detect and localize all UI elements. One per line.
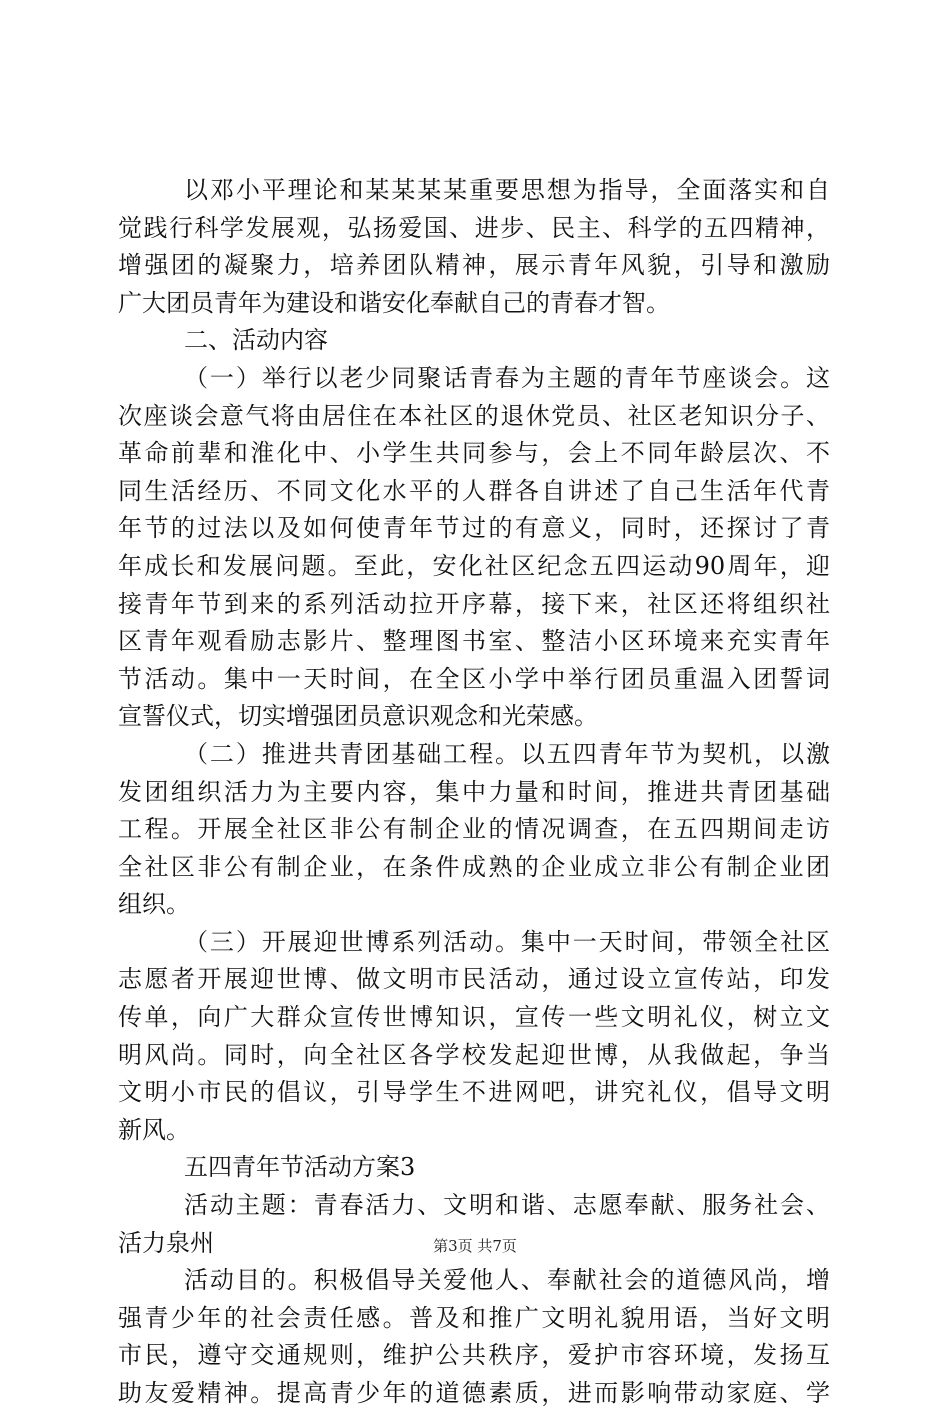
text-line: 强青少年的社会责任感。普及和推广文明礼貌用语，当好文明 [118,1303,830,1332]
text-line: 活力泉州 [118,1228,214,1257]
text-line: 活动目的。积极倡导关爱他人、奉献社会的道德风尚，增 [184,1266,830,1295]
text-line: 志愿者开展迎世博、做文明市民活动，通过设立宣传站，印发 [118,965,830,994]
text-line: 以邓小平理论和某某某某重要思想为指导，全面落实和自 [184,176,830,204]
text-line: 二、活动内容 [184,326,328,355]
text-line: 组织。 [118,890,190,919]
text-line: 同生活经历、不同文化水平的人群各自讲述了自己生活年代青 [118,476,830,505]
page-number-footer: 第3页 共7页 [433,1237,517,1255]
text-line: 区青年观看励志影片、整理图书室、整洁小区环境来充实青年 [118,627,830,656]
text-line: 文明小市民的倡议，引导学生不进网吧，讲究礼仪，倡导文明 [118,1078,830,1107]
text-line: （二）推进共青团基础工程。以五四青年节为契机，以激 [184,739,830,768]
text-line: 发团组织活力为主要内容，集中力量和时间，推进共青团基础 [118,777,830,806]
text-line: （三）开展迎世博系列活动。集中一天时间，带领全社区 [184,927,830,956]
text-line: 次座谈会意气将由居住在本社区的退休党员、社区老知识分子、 [118,401,830,430]
text-line: 五四青年节活动方案3 [184,1153,416,1182]
text-line: （一）举行以老少同聚话青春为主题的青年节座谈会。这 [184,363,830,392]
text-line: 活动主题：青春活力、文明和谐、志愿奉献、服务社会、 [184,1191,830,1220]
text-line: 明风尚。同时，向全社区各学校发起迎世博，从我做起，争当 [118,1040,830,1069]
text-line: 新风。 [118,1115,190,1144]
text-line: 助友爱精神。提高青少年的道德素质，进而影响带动家庭、学 [118,1379,830,1407]
text-line: 宣誓仪式，切实增强团员意识观念和光荣感。 [118,702,598,731]
text-line: 工程。开展全社区非公有制企业的情况调查，在五四期间走访 [118,815,830,844]
text-line: 传单，向广大群众宣传世博知识，宣传一些文明礼仪，树立文 [118,1003,830,1032]
text-line: 节活动。集中一天时间，在全区小学中举行团员重温入团誓词 [118,664,830,693]
document-body [118,172,830,1413]
text-line: 革命前辈和淮化中、小学生共同参与，会上不同年龄层次、不 [118,439,830,468]
text-line: 广大团员青年为建设和谐安化奉献自己的青春才智。 [118,288,670,317]
text-line: 增强团的凝聚力，培养团队精神，展示青年风貌，引导和激励 [118,251,830,280]
text-line: 市民，遵守交通规则，维护公共秩序，爱护市容环境，发扬互 [118,1341,830,1370]
text-line: 年节的过法以及如何使青年节过的有意义，同时，还探讨了青 [118,514,830,543]
text-line: 年成长和发展问题。至此，安化社区纪念五四运动90周年，迎 [118,551,830,580]
text-line: 觉践行科学发展观，弘扬爱国、进步、民主、科学的五四精神， [118,213,830,242]
text-line: 全社区非公有制企业，在条件成熟的企业成立非公有制企业团 [118,852,830,881]
text-line: 接青年节到来的系列活动拉开序幕，接下来，社区还将组织社 [118,589,830,618]
